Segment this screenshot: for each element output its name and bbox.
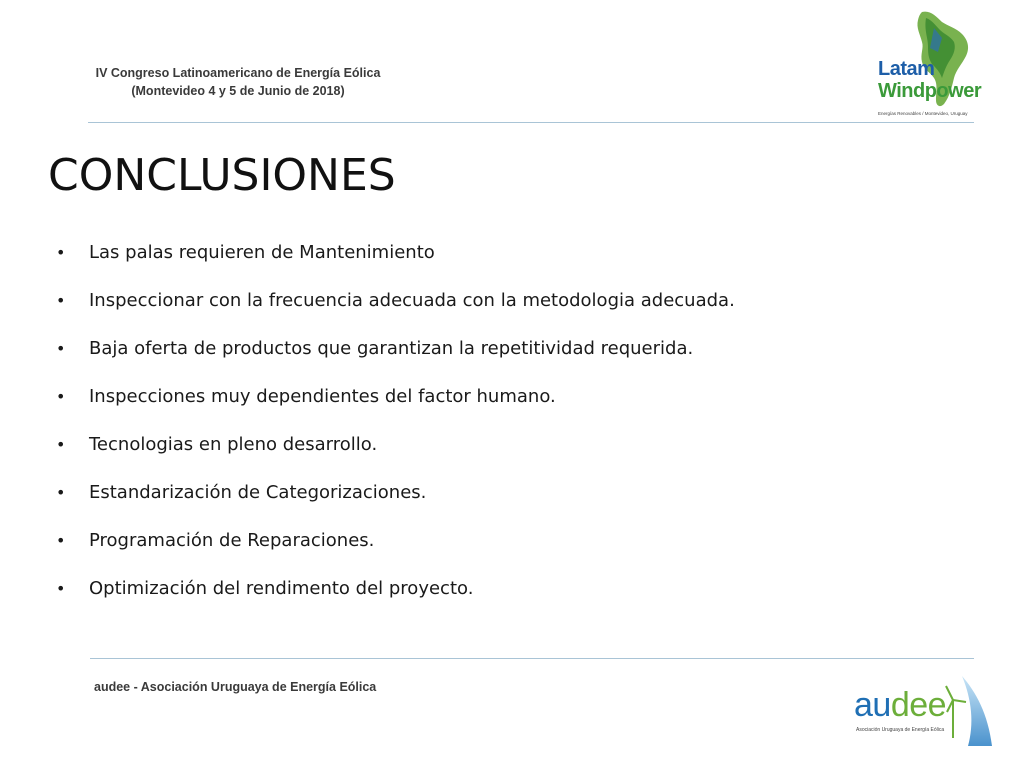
audee-wordmark bbox=[854, 686, 946, 724]
list-item-text: Inspeccionar con la frecuencia adecuada con la metodologia adecuada. bbox=[89, 290, 735, 311]
list-item bbox=[56, 572, 735, 620]
latam-tagline: Energías Renovables / Montevideo, Uruguay bbox=[878, 111, 968, 116]
list-item bbox=[56, 524, 735, 572]
list-item bbox=[56, 236, 735, 284]
header-divider bbox=[88, 122, 974, 123]
bullet-icon: • bbox=[56, 291, 66, 310]
list-item-text: Las palas requieren de Mantenimiento bbox=[89, 242, 435, 263]
audee-word-au: au bbox=[854, 686, 891, 724]
bullet-icon: • bbox=[56, 531, 66, 550]
conference-title: IV Congreso Latinoamericano de Energía Eólica bbox=[95, 66, 381, 80]
wind-word: Wind bbox=[878, 80, 925, 102]
audee-logo bbox=[850, 672, 998, 752]
bullet-icon: • bbox=[56, 339, 66, 358]
list-item-text: Estandarización de Categorizaciones. bbox=[89, 482, 427, 503]
conference-header bbox=[88, 64, 388, 100]
list-item-text: Programación de Reparaciones. bbox=[89, 530, 375, 551]
latam-word: Latam bbox=[878, 58, 935, 80]
bullet-icon: • bbox=[56, 579, 66, 598]
footer-organization: audee - Asociación Uruguaya de Energía Eólica bbox=[94, 680, 377, 694]
latam-windpower-wordmark bbox=[878, 58, 981, 102]
list-item bbox=[56, 332, 735, 380]
audee-tagline: Asociación Uruguaya de Energía Eólica bbox=[856, 727, 945, 733]
list-item-text: Optimización del rendimento del proyecto. bbox=[89, 578, 474, 599]
list-item bbox=[56, 380, 735, 428]
list-item bbox=[56, 428, 735, 476]
bullet-icon: • bbox=[56, 387, 66, 406]
bullet-icon: • bbox=[56, 243, 66, 262]
conference-dates: (Montevideo 4 y 5 de Junio de 2018) bbox=[131, 84, 345, 98]
footer-divider bbox=[90, 658, 974, 659]
bullet-icon: • bbox=[56, 435, 66, 454]
slide-title: CONCLUSIONES bbox=[48, 150, 396, 201]
list-item-text: Inspecciones muy dependientes del factor humano. bbox=[89, 386, 556, 407]
list-item bbox=[56, 284, 735, 332]
audee-word-dee: dee bbox=[890, 686, 947, 724]
power-word: power bbox=[924, 80, 982, 102]
list-item bbox=[56, 476, 735, 524]
bullet-icon: • bbox=[56, 483, 66, 502]
list-item-text: Baja oferta de productos que garantizan la repetitividad requerida. bbox=[89, 338, 694, 359]
list-item-text: Tecnologias en pleno desarrollo. bbox=[89, 434, 378, 455]
latam-windpower-logo bbox=[870, 8, 980, 122]
conclusions-list bbox=[56, 236, 735, 620]
